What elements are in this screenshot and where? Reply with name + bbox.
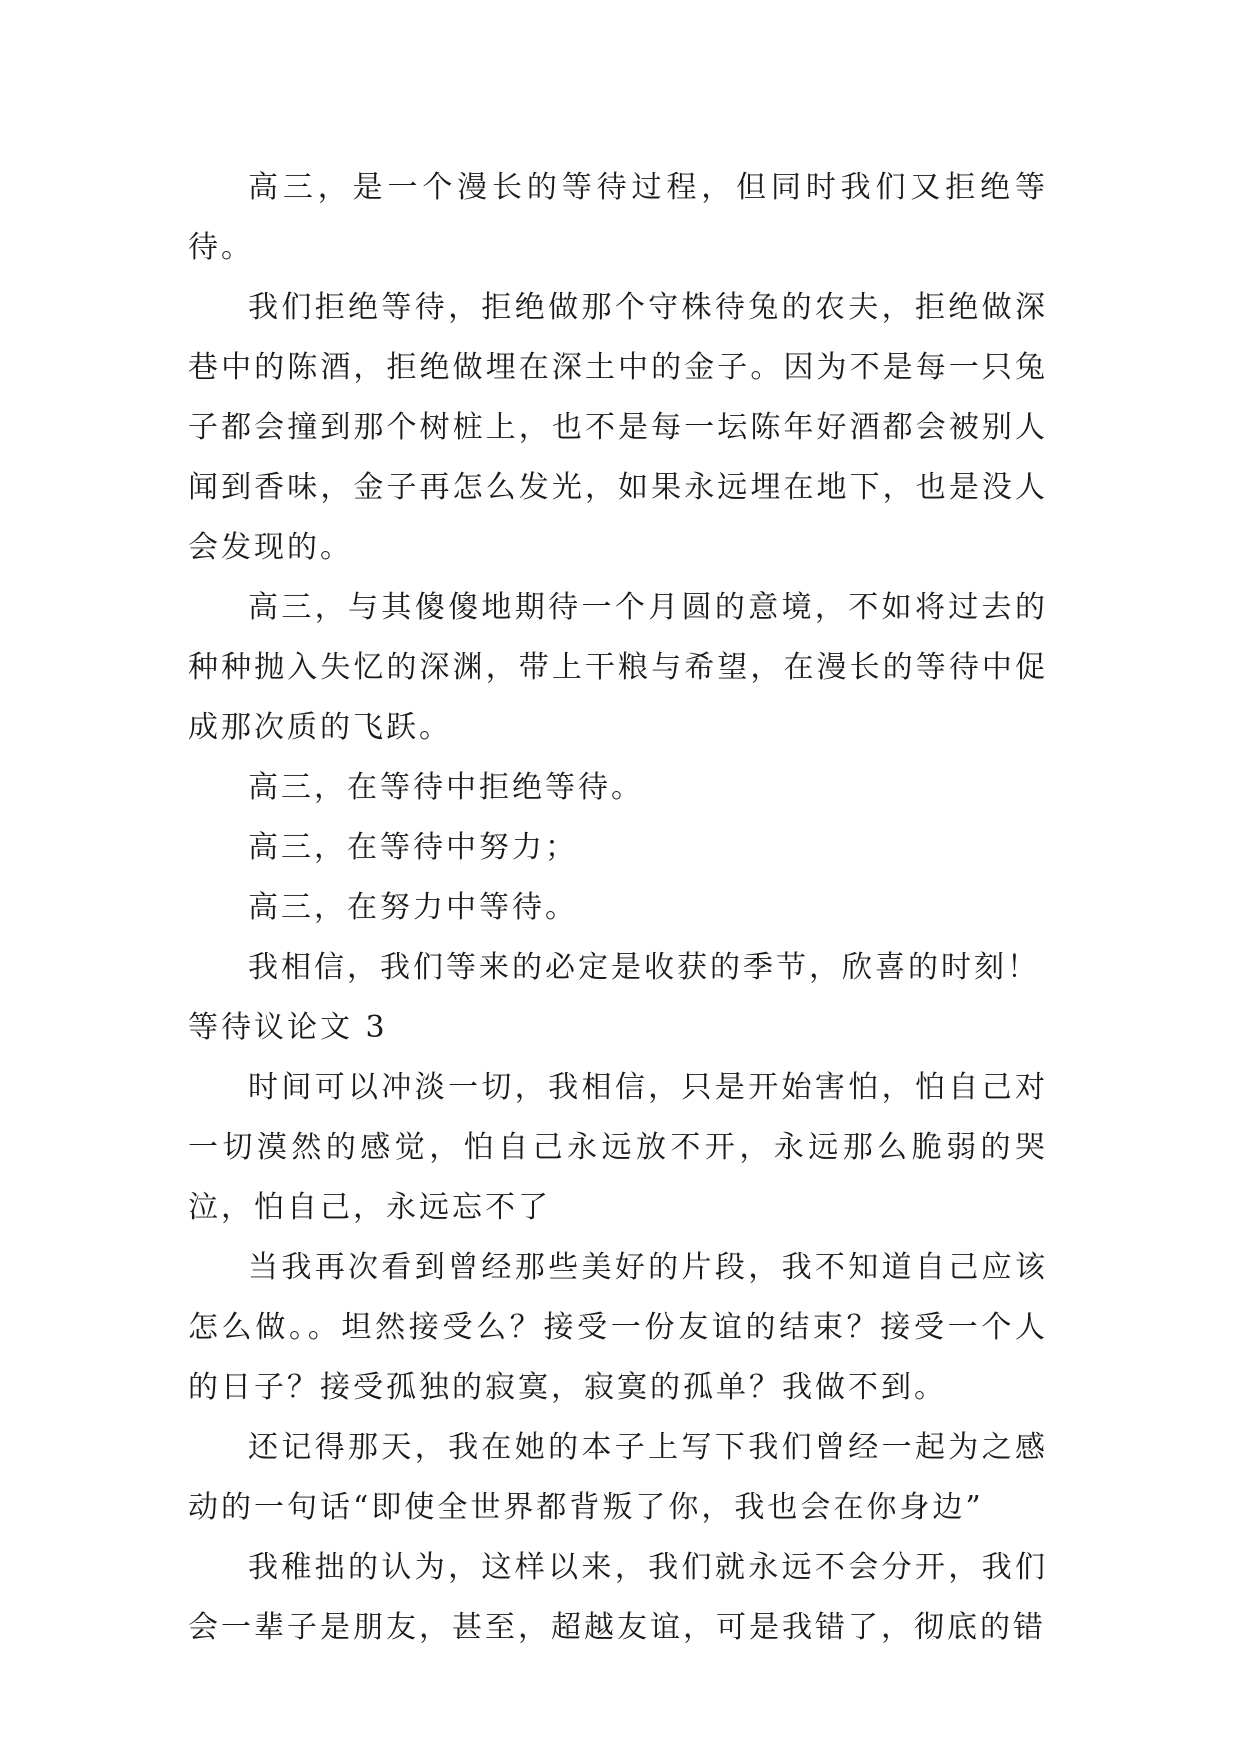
paragraph: 高三，在等待中拒绝等待。 xyxy=(248,770,644,805)
document-body xyxy=(188,158,1048,1658)
paragraph: 高三，是一个漫长的等待过程，但同时我们又拒绝等待。 xyxy=(188,170,1048,265)
paragraph: 还记得那天，我在她的本子上写下我们曾经一起为之感动的一句话“即使全世界都背叛了你，我也会在你身边” xyxy=(188,1430,1048,1525)
paragraph: 我相信，我们等来的必定是收获的季节，欣喜的时刻！ xyxy=(248,950,1040,985)
paragraph: 时间可以冲淡一切，我相信，只是开始害怕，怕自己对一切漠然的感觉，怕自己永远放不开，永远那么脆弱的哭泣，怕自己，永远忘不了 xyxy=(188,1070,1048,1225)
paragraph: 我稚拙的认为，这样以来，我们就永远不会分开，我们会一辈子是朋友，甚至，超越友谊，可是我错了，彻底的错 xyxy=(188,1550,1048,1645)
paragraph: 高三，在努力中等待。 xyxy=(248,890,578,925)
paragraph: 高三，在等待中努力； xyxy=(248,830,578,865)
paragraph: 我们拒绝等待，拒绝做那个守株待兔的农夫，拒绝做深巷中的陈酒，拒绝做埋在深土中的金子。因为不是每一只兔子都会撞到那个树桩上，也不是每一坛陈年好酒都会被别人闻到香味，金子再怎么发光，如果永远埋在地下，也是没人会发现的。 xyxy=(188,290,1048,565)
paragraph: 高三，与其傻傻地期待一个月圆的意境，不如将过去的种种抛入失忆的深渊，带上干粮与希望，在漫长的等待中促成那次质的飞跃。 xyxy=(188,590,1048,745)
paragraph: 当我再次看到曾经那些美好的片段，我不知道自己应该怎么做。。坦然接受么？接受一份友谊的结束？接受一个人的日子？接受孤独的寂寞，寂寞的孤单？我做不到。 xyxy=(188,1250,1048,1405)
section-heading: 等待议论文 3 xyxy=(188,1010,388,1045)
